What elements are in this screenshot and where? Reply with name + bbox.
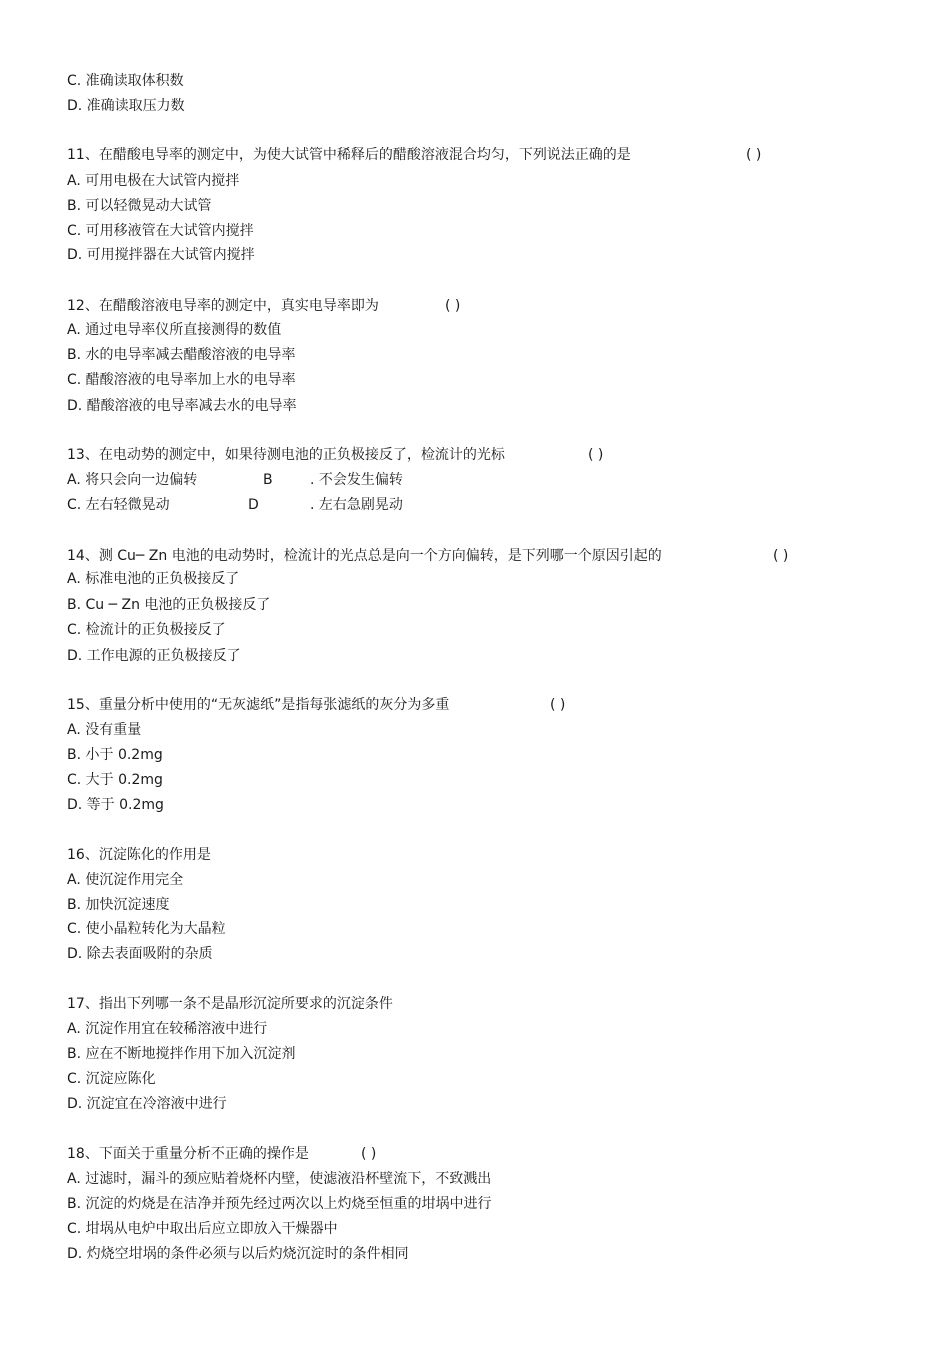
answer-blank: ( ) [361,1146,377,1162]
option-d: D. 等于 0.2mg [67,797,164,813]
option-b-text: . 不会发生偏转 [310,472,403,488]
option-a: A. 沉淀作用宜在较稀溶液中进行 [67,1021,268,1037]
option-d: D. 工作电源的正负极接反了 [67,648,241,664]
option-c: C. 左右轻微晃动 [67,497,170,513]
option-a: A. 标准电池的正负极接反了 [67,571,240,587]
option-d: D. 灼烧空坩埚的条件必须与以后灼烧沉淀时的条件相同 [67,1246,409,1262]
answer-blank: ( ) [746,147,762,163]
option-d-letter: D [248,497,259,513]
option-b: B. 沉淀的灼烧是在洁净并预先经过两次以上灼烧至恒重的坩埚中进行 [67,1196,492,1212]
option-d: D. 沉淀宜在冷溶液中进行 [67,1096,227,1112]
option-a: A. 可用电极在大试管内搅拌 [67,173,240,189]
answer-blank: ( ) [550,697,566,713]
option-b: B. Cu ─ Zn 电池的正负极接反了 [67,597,271,613]
question-16-stem: 16、沉淀陈化的作用是 [67,847,211,863]
option-c: C. 准确读取体积数 [67,73,184,89]
option-a: A. 使沉淀作用完全 [67,872,184,888]
question-13-stem: 13、在电动势的测定中，如果待测电池的正负极接反了，检流计的光标 [67,447,505,463]
option-a: A. 将只会向一边偏转 [67,472,198,488]
question-11-stem: 11、在醋酸电导率的测定中，为使大试管中稀释后的醋酸溶液混合均匀，下列说法正确的是 [67,147,631,163]
option-b: B. 加快沉淀速度 [67,897,170,913]
option-c: C. 可用移液管在大试管内搅拌 [67,223,254,239]
option-a: A. 通过电导率仪所直接测得的数值 [67,322,282,338]
option-d-text: . 左右急剧晃动 [310,497,403,513]
option-c: C. 检流计的正负极接反了 [67,622,226,638]
answer-blank: ( ) [588,447,604,463]
question-17-stem: 17、指出下列哪一条不是晶形沉淀所要求的沉淀条件 [67,996,393,1012]
option-a: A. 过滤时，漏斗的颈应贴着烧杯内壁，使滤液沿杯壁流下，不致溅出 [67,1171,492,1187]
option-c: C. 沉淀应陈化 [67,1071,156,1087]
option-b: B. 小于 0.2mg [67,747,163,763]
option-d: D. 准确读取压力数 [67,98,185,114]
answer-blank: ( ) [773,548,789,564]
question-12-stem: 12、在醋酸溶液电导率的测定中，真实电导率即为 [67,298,379,314]
option-d: D. 除去表面吸附的杂质 [67,946,213,962]
option-c: C. 大于 0.2mg [67,772,163,788]
option-c: C. 坩埚从电炉中取出后应立即放入干燥器中 [67,1221,338,1237]
option-c: C. 使小晶粒转化为大晶粒 [67,921,226,937]
option-d: D. 可用搅拌器在大试管内搅拌 [67,247,255,263]
option-c: C. 醋酸溶液的电导率加上水的电导率 [67,372,296,388]
option-b: B. 可以轻微晃动大试管 [67,198,212,214]
answer-blank: ( ) [445,298,461,314]
question-18-stem: 18、下面关于重量分析不正确的操作是 [67,1146,309,1162]
option-b-letter: B [263,472,273,488]
option-b: B. 应在不断地搅拌作用下加入沉淀剂 [67,1046,296,1062]
question-15-stem: 15、重量分析中使用的“无灰滤纸”是指每张滤纸的灰分为多重 [67,697,450,713]
option-a: A. 没有重量 [67,722,142,738]
option-b: B. 水的电导率减去醋酸溶液的电导率 [67,347,296,363]
question-14-stem: 14、测 Cu─ Zn 电池的电动势时，检流计的光点总是向一个方向偏转，是下列哪一个原因引起的 [67,548,662,564]
option-d: D. 醋酸溶液的电导率减去水的电导率 [67,398,297,414]
